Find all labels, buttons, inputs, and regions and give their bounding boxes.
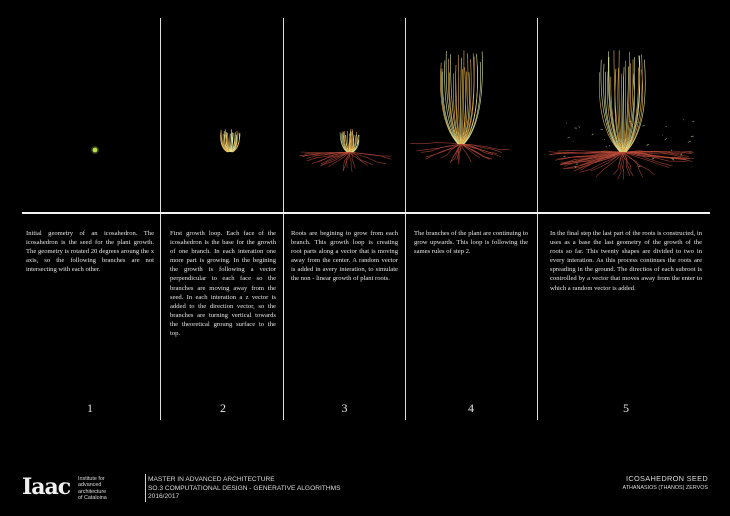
step-3-number: 3 bbox=[341, 401, 348, 415]
step-4-number: 4 bbox=[468, 401, 474, 415]
step-3-image bbox=[284, 20, 405, 210]
step-5-image bbox=[538, 20, 710, 210]
course-info bbox=[148, 476, 340, 502]
course-program: MASTER IN ADVANCED ARCHITECTURE bbox=[148, 476, 275, 483]
step-2-image bbox=[161, 20, 283, 210]
step-2-description: First growth loop. Each face of the icosahedron is the base for the growth of one branch. In each interation one more part is growing. In the begining the growth is following a vector perpendicular to each face so the branches are moving away from the seed. In each interation a z vector is added to the direction vector, so the branches are turning vertical towards the theoretical groung surface to the top. bbox=[170, 230, 276, 338]
course-year: 2016/2017 bbox=[148, 493, 180, 501]
step-4-description: The branches of the plant are continuing to grow upwards. This loop is following the sames rules of step 2. bbox=[414, 230, 528, 256]
step-4-image bbox=[406, 20, 537, 210]
step-2-number: 2 bbox=[220, 401, 226, 415]
step-5-number: 5 bbox=[623, 401, 629, 415]
step-3-description: Roots are begining to grow from each branch. This growth loop is creating root parts along a vector that is moving away from the center. A random vector is added in avery interation, to simulate the non - linear growth of plant roots. bbox=[291, 230, 398, 283]
horizontal-divider bbox=[22, 212, 710, 214]
project-author: ATHANASIOS (THANOS) ZERVOS bbox=[622, 485, 708, 491]
footer-divider bbox=[145, 474, 146, 502]
project-info bbox=[623, 474, 708, 491]
step-1-image bbox=[22, 20, 160, 210]
step-1-description: Initial geometry of an icosahedron. The icosahedron is the seed for the plant growth. The geometry is rotated 20 degrees aroung the x axis, so the following branches are not intersecting with each other. bbox=[26, 230, 154, 274]
step-5-description: In the final step the last part of the roots is constructed, in uses as a base the last geometry of the growth of the roots so far. This twenty shapes are divided to two in every interation. As this process continues the roots are spreading in the ground. The directios of each subroot is controlled by a vector that moves away from the enter to which a random vector is added. bbox=[550, 230, 702, 292]
course-module: SO.3 COMPUTATIONAL DESIGN - GENERATIVE ALGORITHMS bbox=[148, 484, 341, 492]
project-title: ICOSAHEDRON SEED bbox=[625, 474, 708, 483]
step-1-number: 1 bbox=[87, 401, 93, 415]
institute-name: Institute for advanced architecture of Cataloina bbox=[78, 476, 107, 502]
iaac-logo: Iaac bbox=[22, 474, 71, 500]
